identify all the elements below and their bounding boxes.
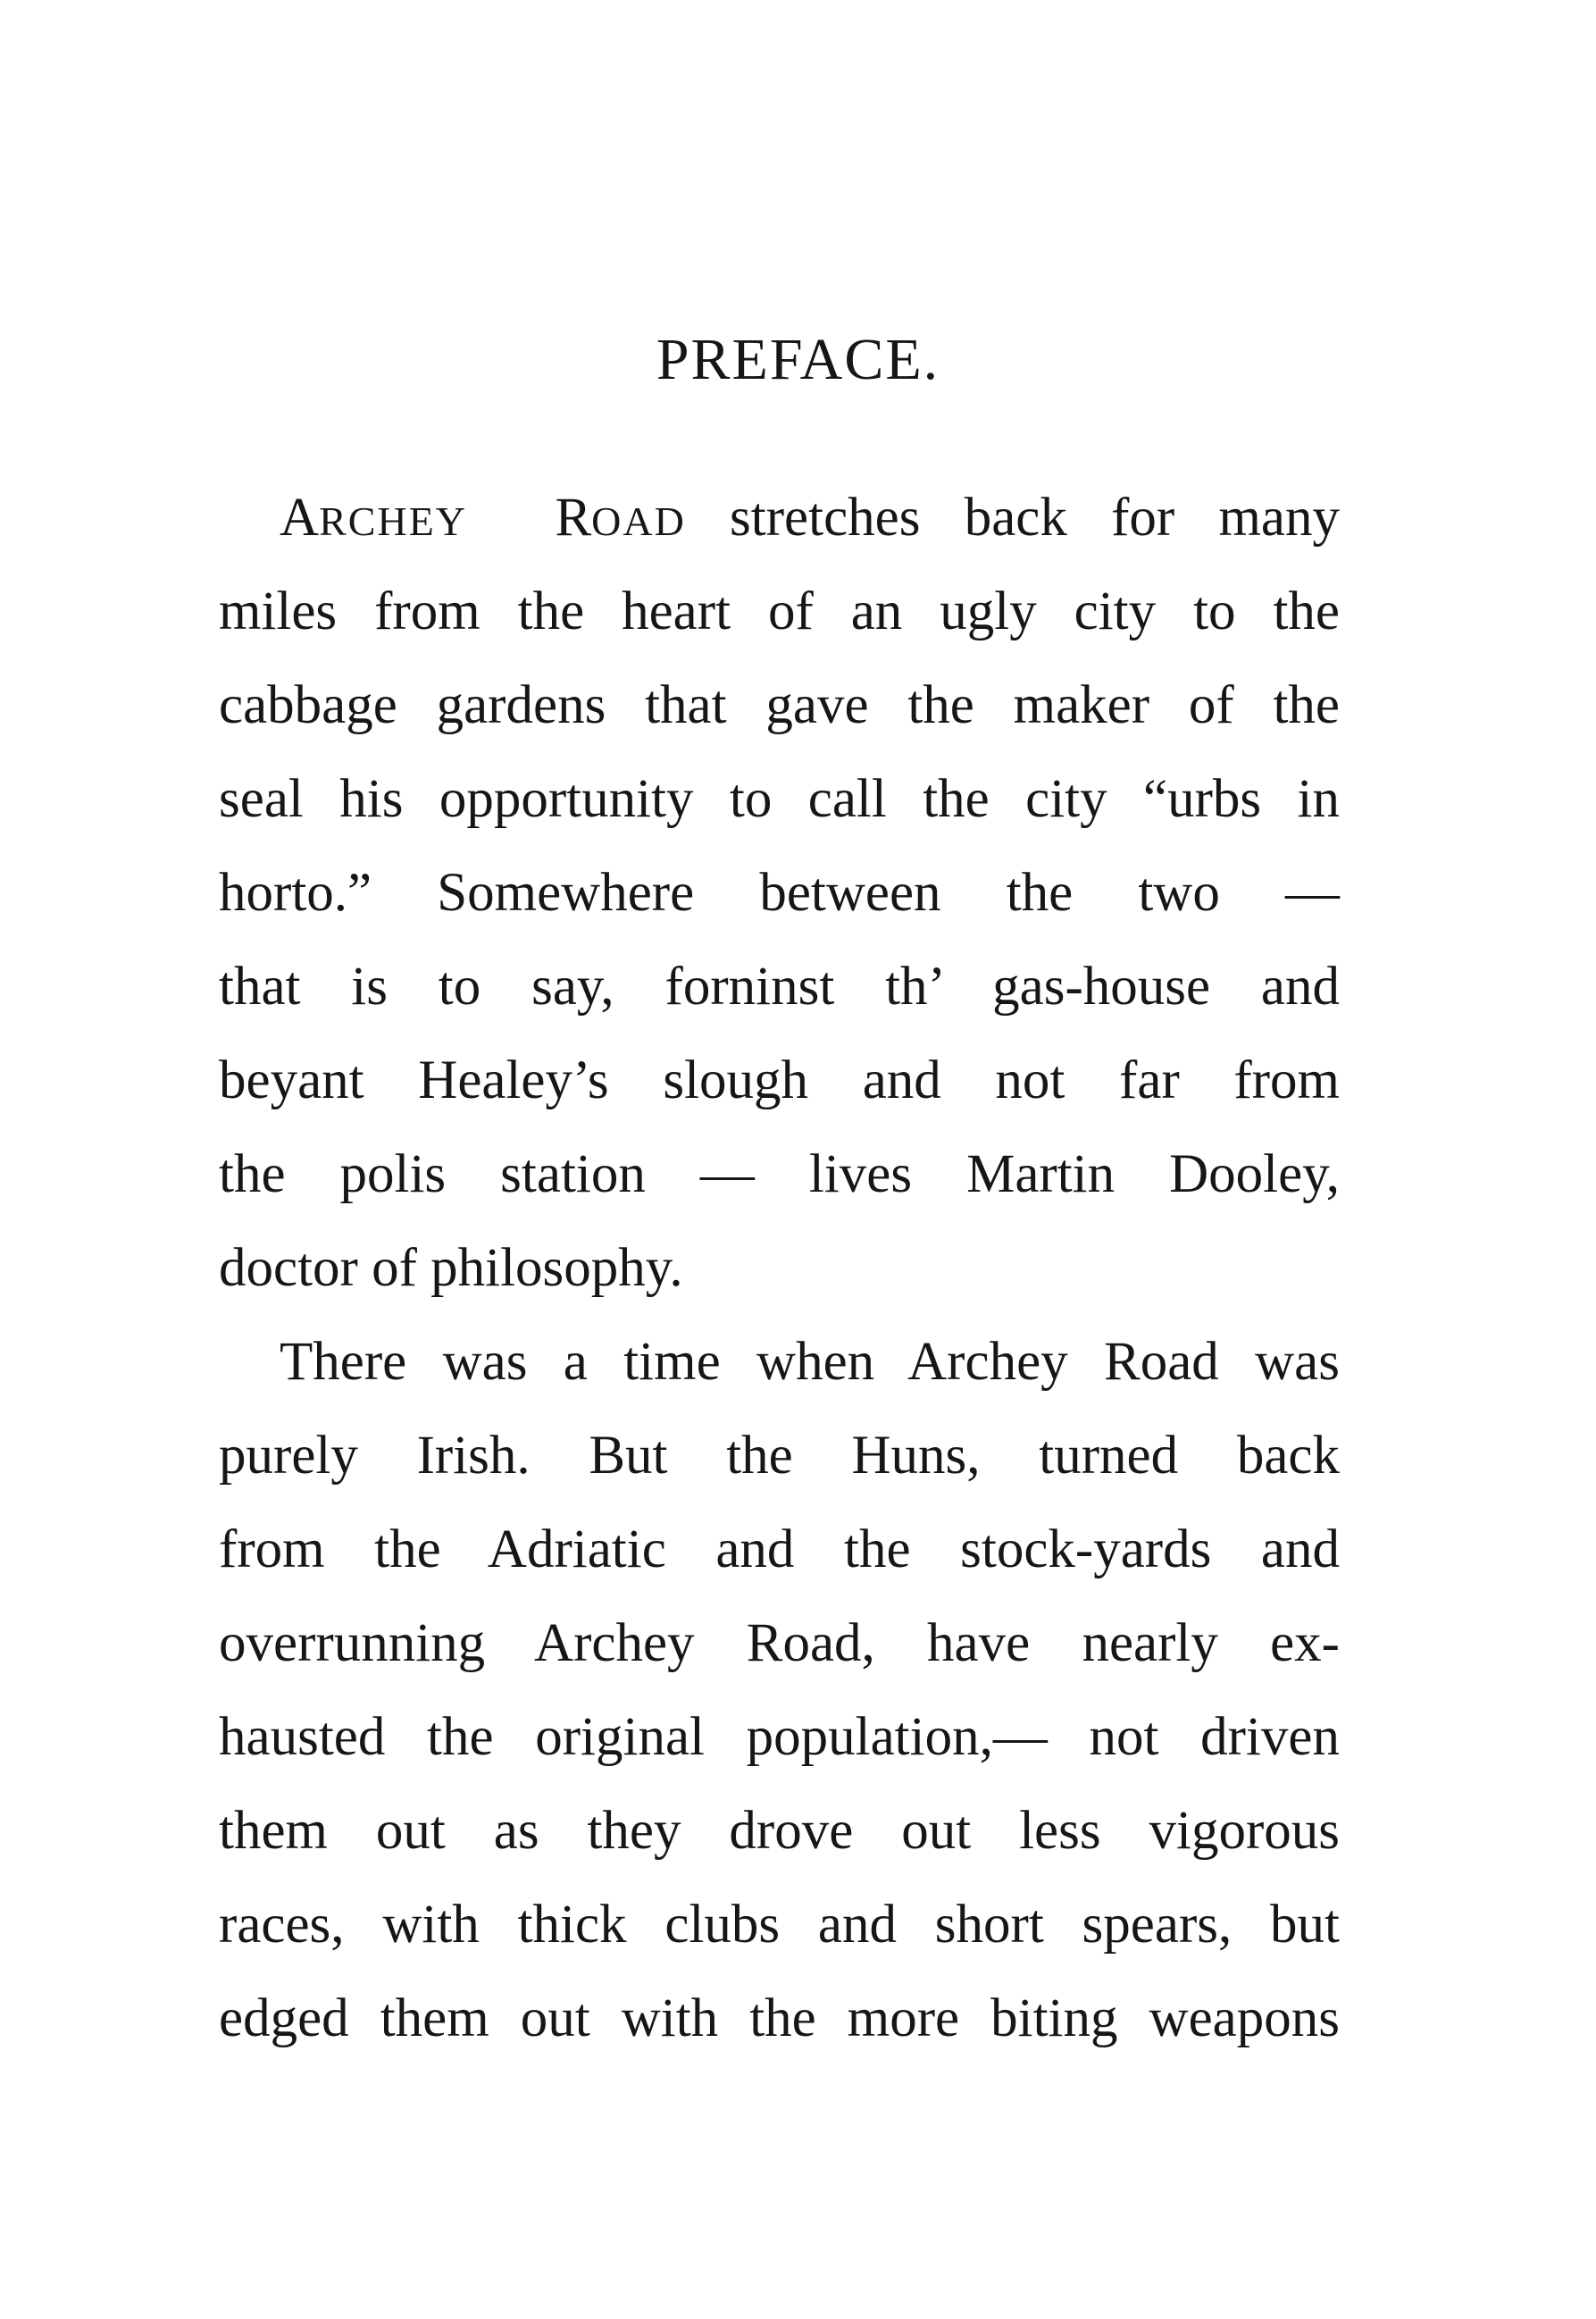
paragraph-1-line-9: doctor of philosophy.: [219, 1238, 683, 1298]
paragraph-1-line-7: beyant Healey’s slough and not far from: [219, 1051, 1340, 1110]
paragraph-2-line-7: races, with thick clubs and short spears, but: [219, 1895, 1340, 1955]
paragraph-2-line-5: hausted the original population,— not driven: [219, 1707, 1340, 1767]
small-caps-letter: A: [280, 488, 320, 548]
small-caps-archey: [280, 488, 467, 548]
paragraph-2-line-2: purely Irish. But the Huns, turned back: [219, 1426, 1340, 1486]
paragraph-1-line-1: [219, 473, 1340, 563]
paragraph-1-line-8: the polis station — lives Martin Dooley,: [219, 1144, 1340, 1204]
small-caps-road: [555, 488, 685, 548]
paragraph-2-line-1: There was a time when Archey Road was: [280, 1332, 1340, 1392]
paragraph-1-line-3: cabbage gardens that gave the maker of the: [219, 675, 1340, 735]
page-title: PREFACE.: [656, 327, 940, 392]
paragraph-2-line-8: edged them out with the more biting weapons: [219, 1988, 1340, 2048]
paragraph-2-line-4: overrunning Archey Road, have nearly ex-: [219, 1613, 1340, 1673]
small-caps-rest: OAD: [591, 498, 686, 544]
paragraph-1-line-4: seal his opportunity to call the city “urbs in: [219, 769, 1340, 829]
small-caps-rest: RCHEY: [319, 498, 467, 544]
small-caps-letter: R: [555, 488, 592, 548]
paragraph-2-line-3: from the Adriatic and the stock-yards and: [219, 1519, 1340, 1579]
paragraph-1-line-5: horto.” Somewhere between the two —: [219, 863, 1340, 923]
paragraph-1-line-6: that is to say, forninst th’ gas-house and: [219, 957, 1340, 1017]
paragraph-1-line-2: miles from the heart of an ugly city to the: [219, 582, 1340, 641]
paragraph-2-line-6: them out as they drove out less vigorous: [219, 1801, 1340, 1861]
line-text: stretches back for many: [685, 488, 1340, 548]
